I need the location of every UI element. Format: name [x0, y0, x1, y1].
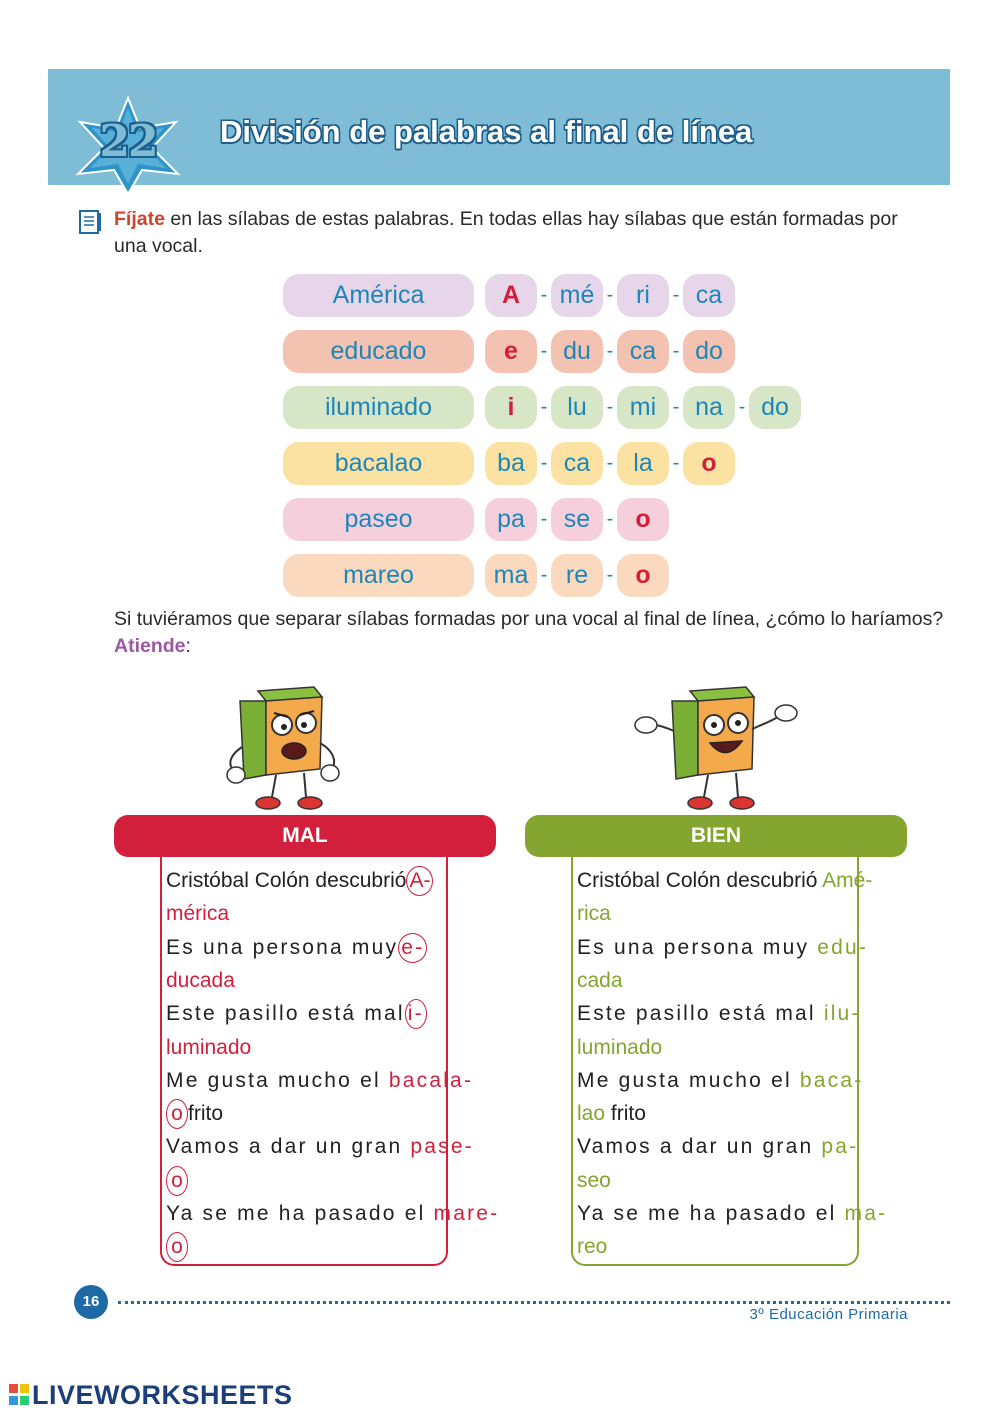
syllable-cell: lu	[551, 386, 603, 429]
bien-line	[577, 964, 623, 997]
vowel-syllable-cell: o	[617, 498, 669, 541]
sentence-text: frito	[605, 1102, 646, 1126]
mal-header: MAL	[114, 815, 496, 857]
sentence-text: Cristóbal Colón descubrió	[166, 869, 407, 892]
syllable-cell: ca	[683, 274, 735, 317]
syllable-cell: re	[551, 554, 603, 597]
syllable-cell: pa	[485, 498, 537, 541]
footer-divider	[118, 1301, 950, 1304]
divided-word: pase-	[410, 1135, 474, 1159]
mal-line	[166, 1097, 223, 1130]
happy-book-mascot-icon	[634, 683, 798, 813]
lesson-number: 22	[99, 116, 157, 167]
syllable-separator: -	[540, 452, 548, 474]
divided-word: baca-	[799, 1068, 864, 1092]
question-body: Si tuviéramos que separar sílabas formadas por una vocal al final de línea, ¿cómo lo haríamos?	[114, 608, 944, 630]
mal-line	[166, 964, 235, 997]
syllable-cell: mé	[551, 274, 603, 317]
bien-line	[577, 1164, 611, 1197]
divided-word: Amé-	[822, 869, 873, 892]
mal-line	[166, 1031, 251, 1064]
syllable-cell: ri	[617, 274, 669, 317]
syllable-separator: -	[540, 564, 548, 586]
sentence-text: Vamos a dar un gran	[577, 1135, 822, 1159]
mal-line	[166, 997, 427, 1030]
liveworksheets-logo-icon	[8, 1380, 30, 1410]
sentence-text: Este pasillo está mal	[577, 1002, 824, 1026]
syllable-separator: -	[606, 396, 614, 418]
circled-vowel: e-	[398, 933, 427, 963]
sentence-text: Me gusta mucho el	[577, 1068, 800, 1092]
divided-word: ilu-	[823, 1002, 861, 1026]
circled-vowel: A-	[406, 866, 433, 896]
sentence-text: Ya se me ha pasado el	[577, 1202, 845, 1225]
syllable-cell: ca	[617, 330, 669, 373]
page-number: 16	[74, 1285, 108, 1319]
word-cell: mareo	[283, 554, 474, 597]
question-keyword: Atiende	[114, 635, 186, 657]
divided-word: edu-	[817, 935, 869, 959]
sentence-text: Ya se me ha pasado el	[166, 1202, 434, 1225]
word-cell: iluminado	[283, 386, 474, 429]
divided-word: reo	[577, 1235, 608, 1259]
syllable-cell: ba	[485, 442, 537, 485]
word-cell: paseo	[283, 498, 474, 541]
page-title: División de palabras al final de línea	[220, 114, 753, 149]
syllable-separator: -	[540, 284, 548, 306]
sentence-text: frito	[188, 1102, 224, 1126]
divided-word: rica	[577, 902, 611, 926]
mal-line	[166, 1064, 473, 1097]
syllable-separator: -	[606, 452, 614, 474]
bien-line	[577, 1097, 646, 1130]
sentence-text: Es una persona muy	[166, 935, 399, 959]
vowel-syllable-cell: e	[485, 330, 537, 373]
divided-word: luminado	[577, 1035, 663, 1059]
syllable-separator: -	[540, 396, 548, 418]
mal-line	[166, 931, 427, 964]
syllable-separator: -	[672, 396, 680, 418]
syllable-cell: do	[749, 386, 801, 429]
question-text	[114, 606, 944, 660]
syllable-separator: -	[540, 508, 548, 530]
divided-word: cada	[577, 968, 623, 992]
mal-line	[166, 1164, 188, 1197]
sentence-text: Es una persona muy	[577, 935, 818, 959]
vowel-syllable-cell: i	[485, 386, 537, 429]
bien-line	[577, 931, 868, 964]
syllable-separator: -	[606, 564, 614, 586]
question-end: :	[185, 635, 191, 657]
sentence-text: Me gusta mucho el	[166, 1068, 389, 1092]
divided-word: mare-	[433, 1202, 500, 1225]
worried-book-mascot-icon	[222, 683, 348, 813]
mal-line	[166, 1230, 188, 1263]
bien-line	[577, 997, 861, 1030]
brand-name: LIVEWORKSHEETS	[32, 1380, 293, 1410]
syllable-separator: -	[606, 284, 614, 306]
instruction-body: en las sílabas de estas palabras. En todas ellas hay sílabas que están formadas por una vocal.	[114, 208, 898, 257]
bien-line	[577, 1031, 662, 1064]
syllable-cell: la	[617, 442, 669, 485]
bien-header: BIEN	[525, 815, 907, 857]
syllable-separator: -	[672, 284, 680, 306]
divided-word: seo	[577, 1168, 611, 1192]
divided-word: pa-	[821, 1135, 859, 1159]
divided-word: bacala-	[388, 1068, 474, 1092]
sentence-text: Este pasillo está mal	[166, 1002, 405, 1026]
syllable-separator: -	[606, 340, 614, 362]
syllable-separator: -	[738, 396, 746, 418]
syllable-cell: ca	[551, 442, 603, 485]
circled-vowel: o	[166, 1166, 188, 1196]
sentence-text: Vamos a dar un gran	[166, 1135, 411, 1159]
bien-line	[577, 1130, 858, 1163]
word-cell: educado	[283, 330, 474, 373]
grade-label: 3º Educación Primaria	[749, 1306, 908, 1323]
word-cell: América	[283, 274, 474, 317]
syllable-separator: -	[606, 508, 614, 530]
syllable-cell: du	[551, 330, 603, 373]
circled-vowel: o	[166, 1232, 188, 1262]
instruction-keyword: Fíjate	[114, 208, 165, 230]
divided-word: lao	[577, 1102, 606, 1126]
circled-vowel: o	[166, 1099, 188, 1129]
vowel-syllable-cell: o	[617, 554, 669, 597]
syllable-cell: ma	[485, 554, 537, 597]
mal-line	[166, 1197, 499, 1230]
sentence-text: Cristóbal Colón descubrió	[577, 869, 823, 892]
vowel-syllable-cell: o	[683, 442, 735, 485]
mal-line	[166, 1130, 474, 1163]
divided-word: ma-	[844, 1202, 888, 1225]
mal-line	[166, 897, 229, 930]
mal-line	[166, 864, 433, 897]
syllable-cell: na	[683, 386, 735, 429]
syllable-separator: -	[540, 340, 548, 362]
bien-line	[577, 897, 611, 930]
divided-word: mérica	[166, 902, 230, 926]
bien-line	[577, 1197, 887, 1230]
syllable-cell: do	[683, 330, 735, 373]
instruction-text	[114, 206, 924, 260]
word-cell: bacalao	[283, 442, 474, 485]
vowel-syllable-cell: A	[485, 274, 537, 317]
syllable-cell: se	[551, 498, 603, 541]
circled-vowel: i-	[405, 999, 427, 1029]
divided-word: ducada	[166, 968, 235, 992]
notebook-icon	[78, 209, 104, 235]
bien-line	[577, 1230, 607, 1263]
bien-line	[577, 1064, 863, 1097]
syllable-cell: mi	[617, 386, 669, 429]
syllable-separator: -	[672, 340, 680, 362]
bien-line	[577, 864, 872, 897]
divided-word: luminado	[166, 1035, 252, 1059]
syllable-separator: -	[672, 452, 680, 474]
